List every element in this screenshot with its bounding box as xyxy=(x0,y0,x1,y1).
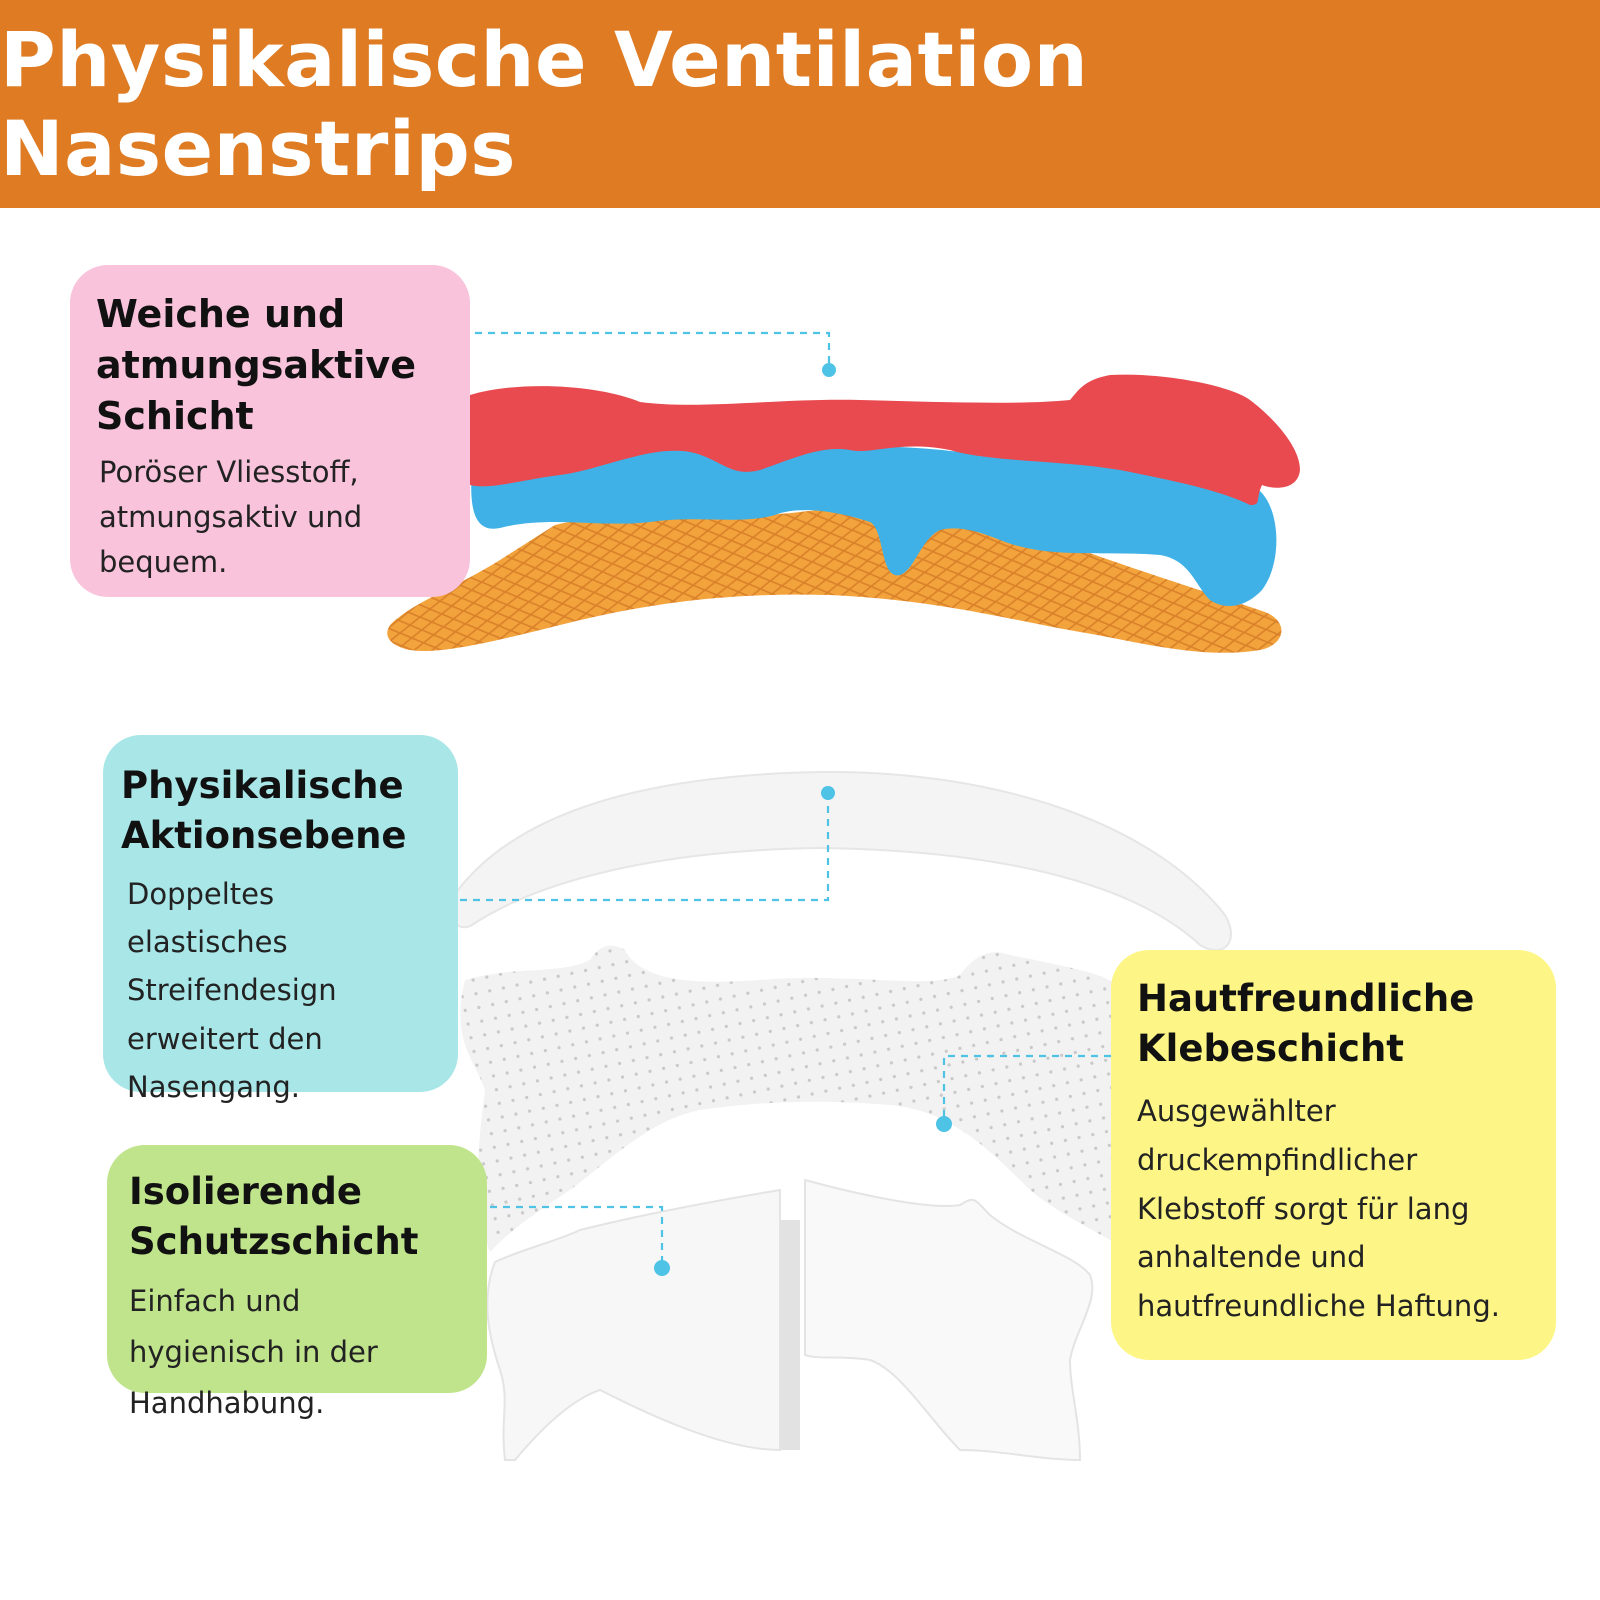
callout-soft-dot xyxy=(822,363,836,377)
callout-soft-layer xyxy=(475,333,829,365)
liner-inner-fold xyxy=(780,1220,800,1450)
action-layer-description: Doppeltes elastisches Streifendesign erweitert den Nasengang. xyxy=(127,877,337,1104)
label-protective-layer xyxy=(107,1145,487,1420)
callout-action-dot xyxy=(821,786,835,800)
label-adhesive-layer xyxy=(1111,950,1556,1360)
page-title: Physikalische Ventilation Nasenstrips xyxy=(0,15,1089,193)
adhesive-layer-description: Ausgewählter druckempfindlicher Klebstoff sorgt für lang anhaltende und hautfreundliche Haftung. xyxy=(1137,1094,1500,1324)
soft-strip-illustration xyxy=(387,375,1300,653)
label-action-layer xyxy=(103,735,458,1104)
liner-left-half xyxy=(487,1190,780,1460)
soft-layer-description: Poröser Vliesstoff, atmungsaktiv und bequem. xyxy=(99,454,363,579)
callout-protective-dot xyxy=(654,1260,670,1276)
protective-layer-description: Einfach und hygienisch in der Handhabung. xyxy=(129,1284,378,1420)
elastic-band-layer xyxy=(450,772,1231,950)
label-soft-layer xyxy=(70,265,470,597)
soft-layer-title: Weiche und atmungsaktive Schicht xyxy=(96,292,416,438)
protective-layer-title: Isolierende Schutzschicht xyxy=(129,1170,419,1263)
protective-liner-illustration xyxy=(487,1180,1092,1460)
action-layer-title: Physikalische Aktionsebene xyxy=(121,764,407,857)
liner-right-half xyxy=(805,1180,1092,1460)
callout-adhesive-dot xyxy=(936,1116,952,1132)
adhesive-layer-title: Hautfreundliche Klebeschicht xyxy=(1137,977,1475,1070)
